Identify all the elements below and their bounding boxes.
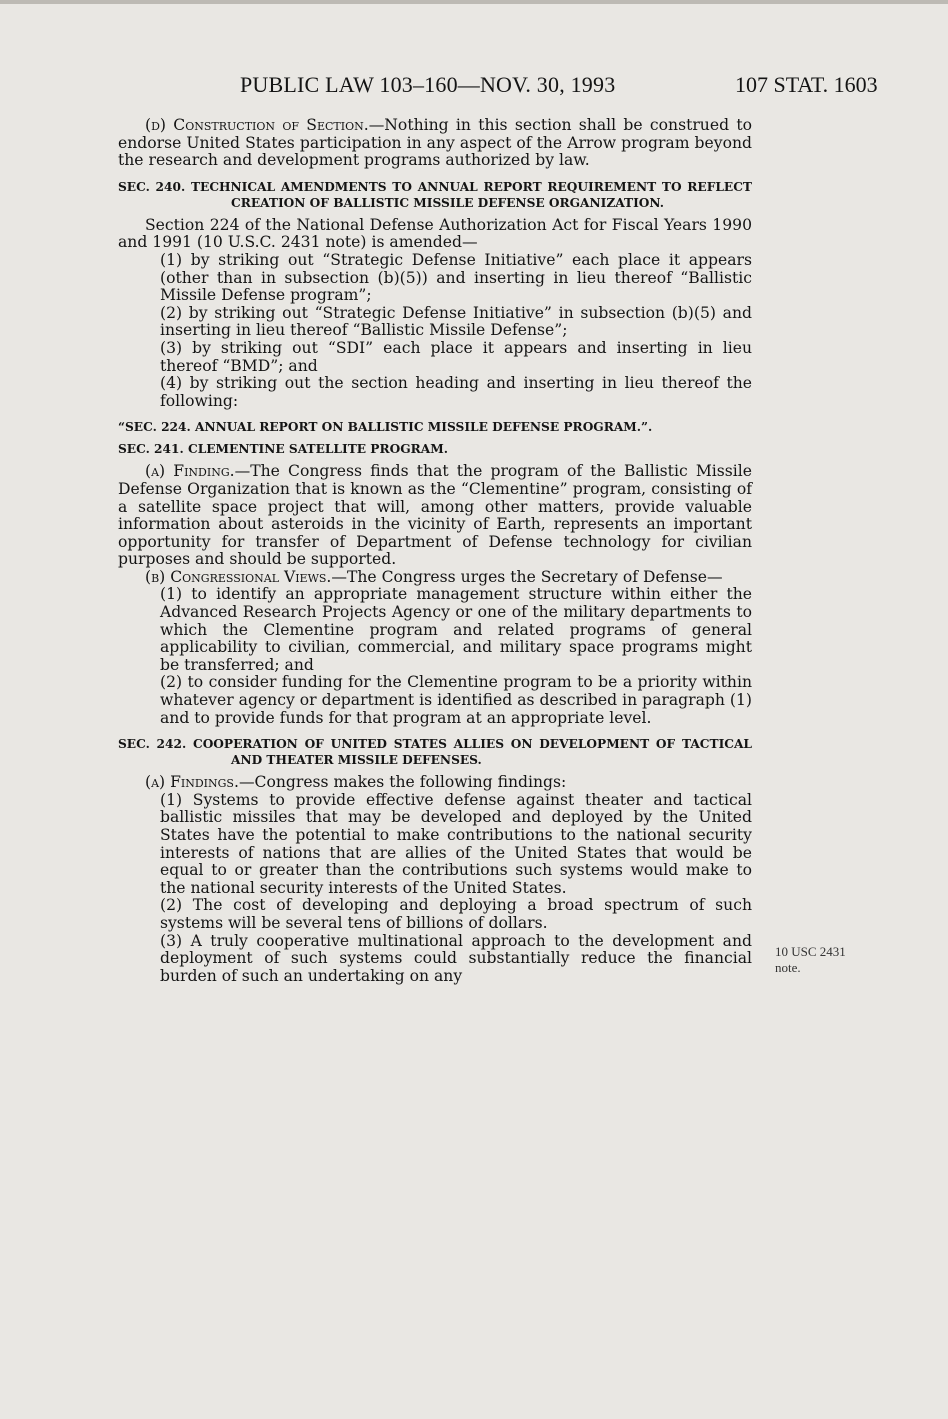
section-241-item: (2) to consider funding for the Clementine program to be a priority within whatever agency or department is identified as described in paragraph (1) and to provide funds for that program at an appropriate level. xyxy=(160,673,752,727)
quoted-section-heading: “SEC. 224. ANNUAL REPORT ON BALLISTIC MISSILE DEFENSE PROGRAM.”. xyxy=(118,420,653,435)
section-241-heading: SEC. 241. CLEMENTINE SATELLITE PROGRAM. xyxy=(118,442,448,457)
section-240-intro: Section 224 of the National Defense Authorization Act for Fiscal Years 1990 and 1991 (10 U.S.C. 2431 note) is amended— xyxy=(118,215,752,252)
paragraph-text: —The Congress finds that the program of the Ballistic Missile Defense Organization that is known as the “Clementine” program, consisting of a satellite space project that will, among other matters, provide valuable information about asteroids in the vicinity of Earth, represents an important opportunity for transfer of Department of Defense technology for civilian purposes and should be supported. xyxy=(118,462,752,569)
subsection-heading: (a) Findings. xyxy=(145,773,239,792)
section-242-findings xyxy=(118,774,752,792)
document-body xyxy=(118,117,752,985)
section-240-heading: SEC. 240. TECHNICAL AMENDMENTS TO ANNUAL REPORT REQUIREMENT TO REFLECT CREATION OF BALLISTIC MISSILE DEFENSE ORGANIZATION. xyxy=(118,179,752,210)
section-240-item: (3) by striking out “SDI” each place it appears and inserting in lieu thereof “BMD”; and xyxy=(160,338,752,375)
paragraph-text: —Congress makes the following findings: xyxy=(238,773,567,792)
section-241-item: (1) to identify an appropriate management structure within either the Advanced Research Projects Agency or one of the military departments to which the Clementine program and related programs of general applicability to civilian, commercial, and military space programs might be transferred; and xyxy=(160,585,752,674)
paragraph-text: —The Congress urges the Secretary of Defense— xyxy=(331,567,723,586)
page-top-edge xyxy=(0,0,948,4)
margin-note xyxy=(775,944,885,976)
section-241-congressional-views xyxy=(118,569,752,587)
subsection-heading: (d) Construction of Section. xyxy=(145,116,369,134)
margin-note-citation: 10 USC 2431 xyxy=(775,944,846,959)
section-240-item: (4) by striking out the section heading and inserting in lieu thereof the following: xyxy=(160,374,752,410)
paragraph-text: —Nothing in this section shall be construed to endorse United States participation in any aspect of the Arrow program beyond the research and development programs authorized by law. xyxy=(118,116,752,170)
paragraph-construction-of-section xyxy=(118,117,752,170)
section-241-finding xyxy=(118,463,752,569)
section-242-item: (1) Systems to provide effective defense against theater and tactical ballistic missiles that may be developed and deployed by the United States have the potential to make contributions to the national security interests of nations that are allies of the United States that would be equal to or greater than the contributions such systems would make to the national security interests of the United States. xyxy=(160,790,752,897)
section-242-item: (3) A truly cooperative multinational approach to the development and deployment of such systems could substantially reduce the financial burden of such an undertaking on any xyxy=(160,931,752,985)
section-240-item: (2) by striking out “Strategic Defense Initiative” in subsection (b)(5) and inserting in lieu thereof “Ballistic Missile Defense”; xyxy=(160,303,752,340)
statute-page-number: 107 STAT. 1603 xyxy=(735,72,878,97)
subsection-heading: (b) Congressional Views. xyxy=(145,567,332,586)
running-header-title: PUBLIC LAW 103–160—NOV. 30, 1993 xyxy=(240,72,616,97)
section-242-item: (2) The cost of developing and deploying a broad spectrum of such systems will be several tens of billions of dollars. xyxy=(160,896,752,932)
subsection-heading: (a) Finding. xyxy=(145,462,235,481)
section-242-heading: SEC. 242. COOPERATION OF UNITED STATES ALLIES ON DEVELOPMENT OF TACTICAL AND THEATER MISSILE DEFENSES. xyxy=(118,737,752,768)
section-240-item: (1) by striking out “Strategic Defense Initiative” each place it appears (other than in subsection (b)(5)) and inserting in lieu thereof “Ballistic Missile Defense program”; xyxy=(160,250,752,305)
margin-note-label: note. xyxy=(775,960,801,975)
